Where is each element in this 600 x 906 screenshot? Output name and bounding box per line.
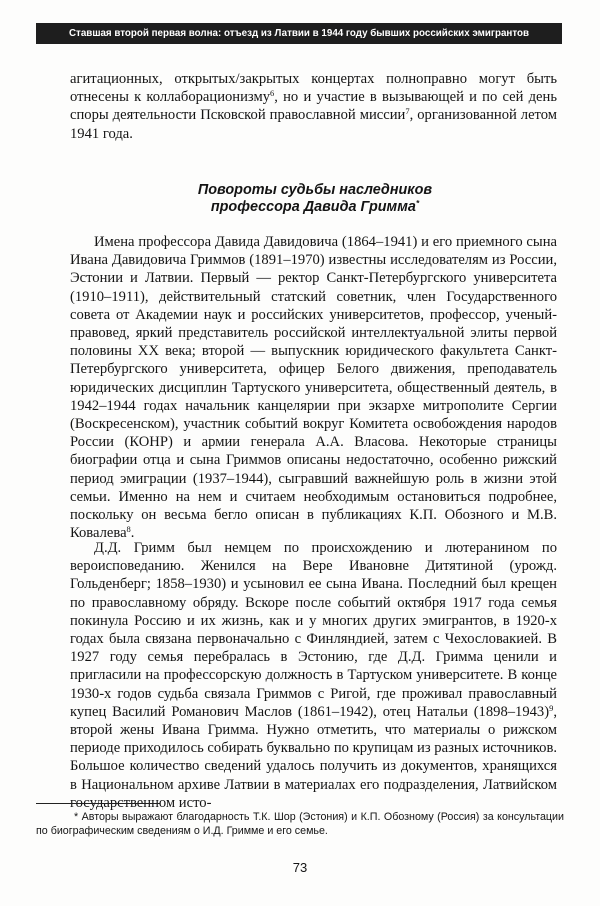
footnote-ref: 7: [405, 106, 410, 117]
paragraph-text: , второй жены Ивана Гримма. Нужно отметить, что материалы о рижском периоде приходилось собирать буквально по крупицам из разных источников. Большое количество сведений удалось получить из документов, хранящихся в Национальном архиве Латвии в материалах его подразделения, Латвийском государственном исто-: [70, 703, 557, 811]
heading-line-2: профессора Давида Гримма: [210, 199, 416, 215]
page-number: 73: [292, 860, 308, 875]
heading-line-1: Повороты судьбы наследников: [197, 182, 433, 198]
section-heading: [80, 182, 550, 216]
paragraph-text: .: [130, 525, 135, 542]
heading-footnote-mark: *: [415, 198, 420, 208]
running-header: Ставшая второй первая волна: отъезд из Латвии в 1944 году бывших российских эмигрантов: [36, 23, 562, 44]
footnote-divider: [36, 803, 160, 804]
footnote-ref: 8: [126, 524, 131, 535]
paragraph-text: , организованной летом 1941 года.: [70, 107, 557, 142]
paragraph-text: Д.Д. Гримм был немцем по происхождению и лютеранином по вероисповеданию. Женился на Вере Ивановне Дитятиной (урожд. Гольденберг; 1858–1930) и усыновил ее сына Ивана. Последний был крещен по православному обряду. Вскоре после событий октября 1917 года семья покинула Россию и их жизнь, как и у многих других эмигрантов, в 1920-х годах была связана первоначально с Финляндией, затем с Чехословакией. В 1927 году семья перебралась в Эстонию, где Д.Д. Гримма ценили и пригласили на профессорскую должность в Тартуском университете. В конце 1930-х годов судьба связала Гриммов с Ригой, где проживал православный купец Василий Романович Маслов (1861–1942), отец Натальи (1898–1943): [70, 540, 557, 720]
paragraph-text: Имена профессора Давида Давидовича (1864–1941) и его приемного сына Ивана Давидовича Гриммов (1891–1970) известны исследователям из России, Эстонии и Латвии. Первый — ректор Санкт-Петербургского университета (1910–1911), действительный статский советник, член Государственного совета от Академии наук и российских университетов, профессор, ученый-правовед, яркий представитель российской интеллектуальной элиты первой половины XX века; второй — выпускник юридического факультета Санкт-Петербургского университета, офицер Белого движения, преподаватель юридических дисциплин Тартуского университета, общественный деятель, в 1942–1944 годах начальник канцелярии при экзархе митрополите Сергии (Воскресенском), участник событий вокруг Комитета освобождения народов России (КОНР) и армии генерала А.А. Власова. Некоторые страницы биографии отца и сына Гриммов описаны недостаточно, особенно рижский период эмиграции (1937–1944), сыгравший важнейшую роль в жизни этой семьи. Именно на нем и считаем необходимым остановиться подробнее, поскольку он весьма бегло описан в публикациях К.П. Обозного и М.В. Ковалева: [70, 234, 557, 542]
footnote: * Авторы выражают благодарность Т.К. Шор (Эстония) и К.П. Обозному (Россия) за консультации по биографическим сведениям о И.Д. Гримме и его семье.: [36, 811, 564, 837]
paragraph-grimm-intro: [70, 233, 557, 542]
paragraph-text: , но и участие в вызывающей и по сей день споры деятельности Псковской православной миссии: [70, 89, 557, 124]
paragraph-continued: [70, 70, 557, 143]
paragraph-text: агитационных, открытых/закрытых концертах полноправно могут быть отнесены к коллаборационизму: [70, 71, 557, 106]
footnote-ref: 6: [270, 88, 275, 99]
paragraph-grimm-biography: [70, 539, 557, 812]
footnote-ref: 9: [549, 702, 554, 713]
